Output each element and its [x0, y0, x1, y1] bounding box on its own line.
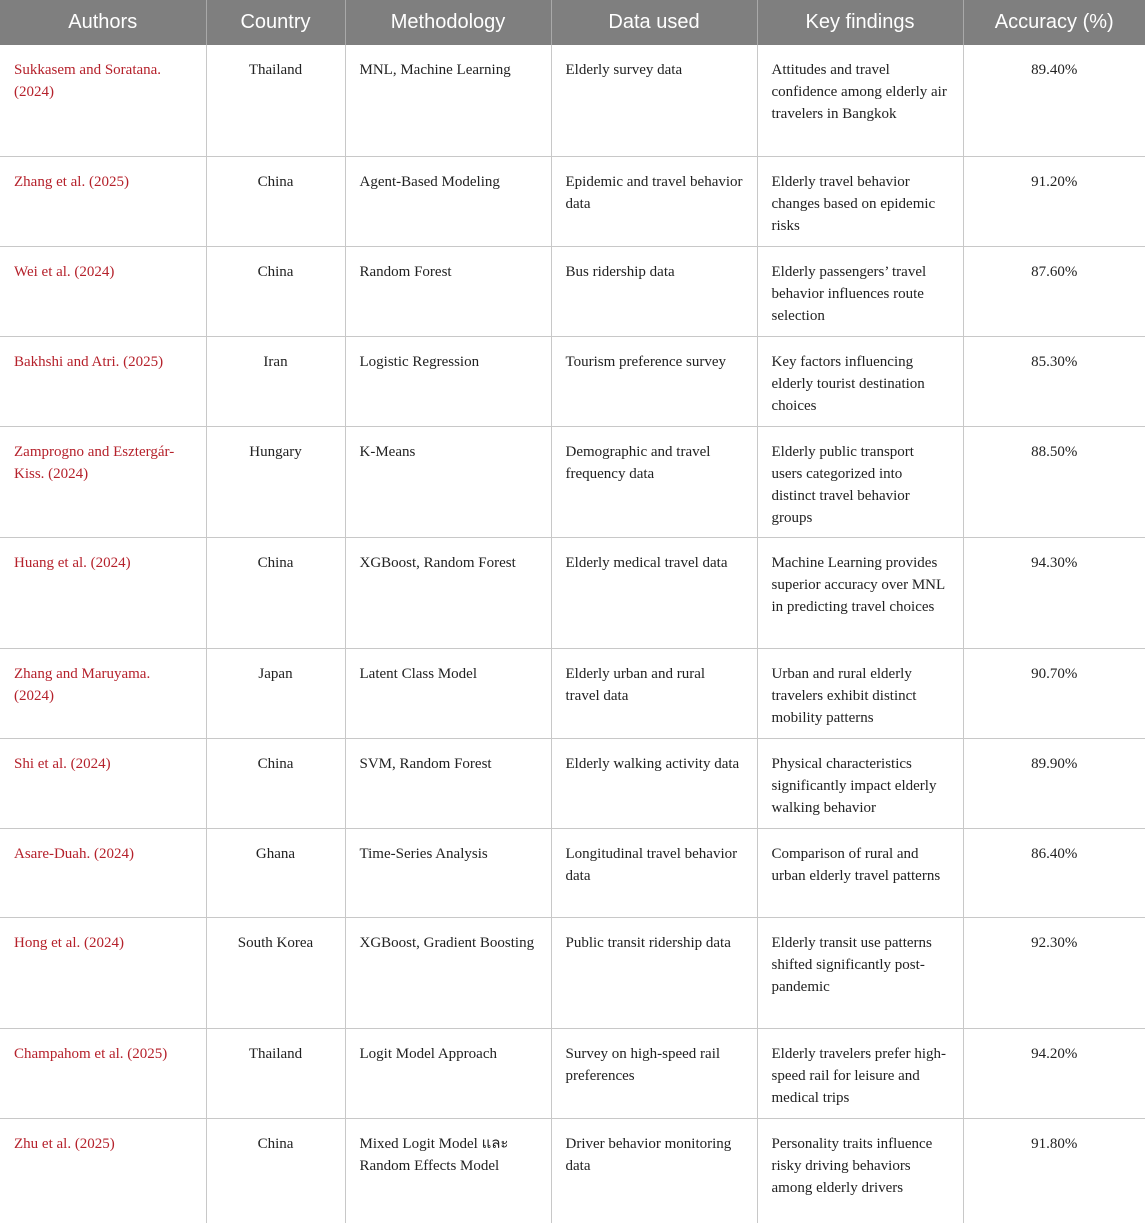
cell-methodology: Random Forest [345, 246, 551, 336]
cell-methodology: SVM, Random Forest [345, 738, 551, 828]
cell-country: China [206, 1118, 345, 1223]
cell-data-used: Elderly survey data [551, 45, 757, 156]
cell-author: Hong et al. (2024) [0, 917, 206, 1028]
cell-country: Thailand [206, 1028, 345, 1118]
cell-accuracy: 91.20% [963, 156, 1145, 246]
table-row [0, 45, 1145, 156]
cell-methodology: Mixed Logit Model และ Random Effects Model [345, 1118, 551, 1223]
cell-data-used: Survey on high-speed rail preferences [551, 1028, 757, 1118]
cell-author: Asare-Duah. (2024) [0, 828, 206, 917]
header-data-used: Data used [551, 0, 757, 45]
cell-key-findings: Elderly passengers’ travel behavior influences route selection [757, 246, 963, 336]
cell-accuracy: 94.30% [963, 537, 1145, 648]
cell-key-findings: Elderly public transport users categorized into distinct travel behavior groups [757, 426, 963, 537]
cell-country: South Korea [206, 917, 345, 1028]
header-key-findings: Key findings [757, 0, 963, 45]
cell-key-findings: Comparison of rural and urban elderly travel patterns [757, 828, 963, 917]
cell-author: Huang et al. (2024) [0, 537, 206, 648]
cell-country: China [206, 738, 345, 828]
cell-data-used: Public transit ridership data [551, 917, 757, 1028]
cell-methodology: K-Means [345, 426, 551, 537]
table-row [0, 426, 1145, 537]
cell-data-used: Bus ridership data [551, 246, 757, 336]
cell-key-findings: Personality traits influence risky driving behaviors among elderly drivers [757, 1118, 963, 1223]
cell-accuracy: 89.90% [963, 738, 1145, 828]
cell-methodology: Latent Class Model [345, 648, 551, 738]
cell-accuracy: 92.30% [963, 917, 1145, 1028]
cell-author: Wei et al. (2024) [0, 246, 206, 336]
cell-author: Zhang and Maruyama. (2024) [0, 648, 206, 738]
cell-data-used: Elderly walking activity data [551, 738, 757, 828]
cell-author: Sukkasem and Soratana. (2024) [0, 45, 206, 156]
cell-accuracy: 91.80% [963, 1118, 1145, 1223]
cell-country: China [206, 246, 345, 336]
cell-country: Japan [206, 648, 345, 738]
cell-key-findings: Attitudes and travel confidence among elderly air travelers in Bangkok [757, 45, 963, 156]
table-row [0, 828, 1145, 917]
cell-key-findings: Urban and rural elderly travelers exhibit distinct mobility patterns [757, 648, 963, 738]
cell-methodology: Agent-Based Modeling [345, 156, 551, 246]
table-row [0, 1118, 1145, 1223]
cell-data-used: Demographic and travel frequency data [551, 426, 757, 537]
cell-country: Iran [206, 336, 345, 426]
cell-author: Shi et al. (2024) [0, 738, 206, 828]
cell-accuracy: 89.40% [963, 45, 1145, 156]
header-country: Country [206, 0, 345, 45]
cell-country: China [206, 537, 345, 648]
cell-accuracy: 85.30% [963, 336, 1145, 426]
cell-data-used: Epidemic and travel behavior data [551, 156, 757, 246]
cell-accuracy: 87.60% [963, 246, 1145, 336]
table-body [0, 45, 1145, 1223]
cell-methodology: XGBoost, Random Forest [345, 537, 551, 648]
cell-key-findings: Machine Learning provides superior accuracy over MNL in predicting travel choices [757, 537, 963, 648]
header-authors: Authors [0, 0, 206, 45]
cell-key-findings: Elderly transit use patterns shifted significantly post-pandemic [757, 917, 963, 1028]
cell-data-used: Elderly medical travel data [551, 537, 757, 648]
cell-data-used: Longitudinal travel behavior data [551, 828, 757, 917]
table-row [0, 246, 1145, 336]
cell-methodology: MNL, Machine Learning [345, 45, 551, 156]
cell-author: Zhang et al. (2025) [0, 156, 206, 246]
table-row [0, 1028, 1145, 1118]
cell-author: Zhu et al. (2025) [14, 1135, 115, 1152]
cell-country: Hungary [206, 426, 345, 537]
cell-accuracy: 88.50% [963, 426, 1145, 537]
cell-data-used: Tourism preference survey [551, 336, 757, 426]
table-header [0, 0, 1145, 45]
header-accuracy: Accuracy (%) [963, 0, 1145, 45]
header-row [0, 0, 1145, 45]
cell-key-findings: Elderly travelers prefer high-speed rail for leisure and medical trips [757, 1028, 963, 1118]
cell-accuracy: 86.40% [963, 828, 1145, 917]
cell-methodology: XGBoost, Gradient Boosting [345, 917, 551, 1028]
cell-data-used: Elderly urban and rural travel data [551, 648, 757, 738]
cell-country: Thailand [206, 45, 345, 156]
cell-data-used: Driver behavior monitoring data [551, 1118, 757, 1223]
header-methodology: Methodology [345, 0, 551, 45]
table-row [0, 917, 1145, 1028]
cell-key-findings: Elderly travel behavior changes based on epidemic risks [757, 156, 963, 246]
cell-accuracy: 94.20% [963, 1028, 1145, 1118]
cell-accuracy: 90.70% [963, 648, 1145, 738]
cell-country: Ghana [206, 828, 345, 917]
cell-author: Bakhshi and Atri. (2025) [0, 336, 206, 426]
cell-key-findings: Key factors influencing elderly tourist destination choices [757, 336, 963, 426]
table-row [0, 648, 1145, 738]
table-row [0, 156, 1145, 246]
cell-author: Zamprogno and Esztergár-Kiss. (2024) [0, 426, 206, 537]
cell-author: Champahom et al. (2025) [0, 1028, 206, 1118]
cell-key-findings: Physical characteristics significantly impact elderly walking behavior [757, 738, 963, 828]
table-row [0, 336, 1145, 426]
cell-methodology: Logistic Regression [345, 336, 551, 426]
cell-methodology: Time-Series Analysis [345, 828, 551, 917]
cell-country: China [206, 156, 345, 246]
table-row [0, 537, 1145, 648]
table-row [0, 738, 1145, 828]
cell-methodology: Logit Model Approach [345, 1028, 551, 1118]
